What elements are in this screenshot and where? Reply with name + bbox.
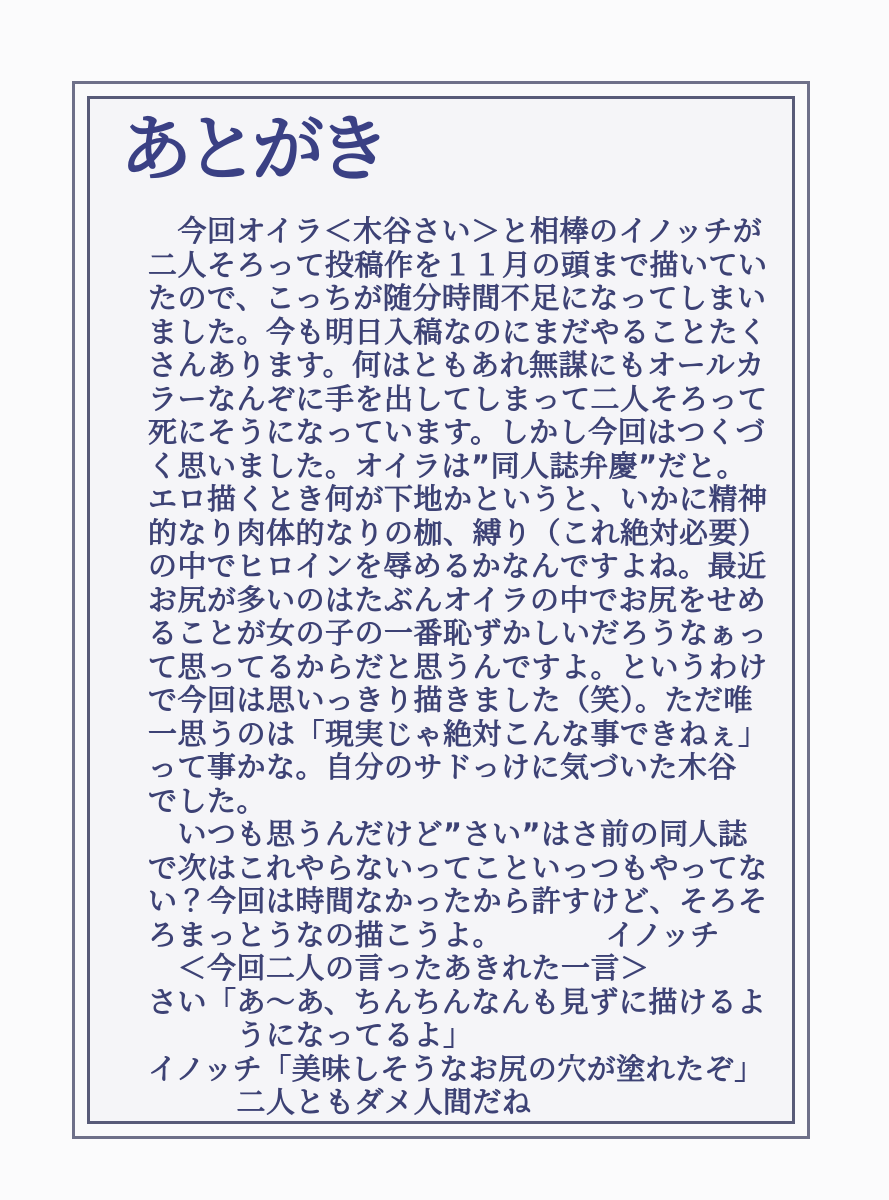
outer-border — [72, 81, 810, 1139]
text-line: 二人そろって投稿作を１１月の頭まで描いてい — [148, 247, 768, 282]
text-line: さんあります。何はともあれ無謀にもオールカ — [148, 348, 765, 382]
text-line: イノッチ「美味しそうなお尻の穴が塗れたぞ」 — [148, 1051, 764, 1086]
text-line: 一思うのは「現実じゃ絶対こんな事できねぇ」 — [148, 716, 768, 751]
text-line: 的なり肉体的なりの枷、縛り（これ絶対必要） — [148, 515, 768, 550]
text-line: ることが女の子の一番恥ずかしいだろうなぁっ — [148, 616, 768, 650]
text-line: 二人ともダメ人間だね — [148, 1085, 532, 1119]
text-line: うになってるよ」 — [148, 1018, 473, 1052]
text-line: ました。今も明日入稿なのにまだやることたく — [148, 314, 768, 349]
text-line: いつも思うんだけど”さい”はさ前の同人誌 — [148, 817, 748, 851]
text-line: 今回オイラ＜木谷さい＞と相棒のイノッチが — [148, 214, 763, 248]
text-line: って事かな。自分のサドっけに気づいた木谷 — [148, 750, 737, 784]
text-line: で次はこれやらないってこといっつもやってな — [148, 850, 768, 885]
text-line: ＜今回二人の言ったあきれた一言＞ — [148, 951, 650, 985]
text-line: お尻が多いのはたぶんオイラの中でお尻をせめ — [148, 582, 767, 617]
text-line: い？今回は時間なかったから許すけど、そろそ — [148, 884, 768, 918]
text-line: 死にそうになっています。しかし今回はつくづ — [148, 415, 766, 449]
text-line: の中でヒロインを辱めるかなんですよね。最近 — [148, 549, 767, 583]
text-line: て思ってるからだと思うんですよ。というわけ — [148, 649, 768, 684]
text-line: で今回は思いっきり描きました（笑）。ただ唯 — [148, 683, 754, 717]
page-title: あとがき — [120, 107, 385, 191]
inner-border — [87, 96, 795, 1124]
text-line: く思いました。オイラは”同人誌弁慶”だと。 — [148, 448, 747, 483]
text-line: でした。 — [148, 783, 267, 818]
afterword-text — [148, 215, 798, 1120]
text-line: ラーなんぞに手を出してしまって二人そろって — [148, 381, 768, 416]
text-line: さい「あ〜あ、ちんちんなんも見ずに描けるよ — [148, 984, 767, 1019]
text-line: たので、こっちが随分時間不足になってしまい — [148, 281, 767, 315]
text-line: ろまっとうなの描こうよ。 イノッチ — [148, 917, 720, 952]
text-line: エロ描くとき何が下地かというと、いかに精神 — [148, 482, 768, 516]
